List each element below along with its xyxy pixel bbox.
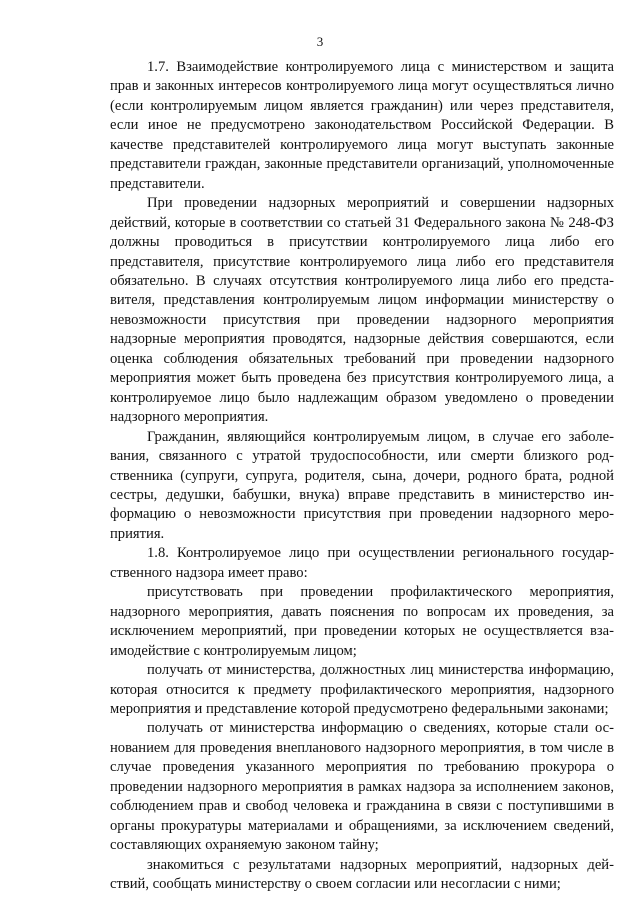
paragraph-right-attend: присутствовать при проведении профилактического мероприятия, надзорного мероприятия, давать пояснения по вопросам их проведения, за исключением мероприятий, при проведении которых не осуществляется взаимодействие с контролируемым лицом; <box>110 584 614 659</box>
paragraph-right-unscheduled-info: получать от министерства информацию о сведениях, которые стали основанием для проведения внепланового надзорного мероприятия, в том числе в случае проведения указанного мероприятия по требованию прокурора о проведении надзорного мероприятия в рамках надзора за исполнением законов, соблюдением прав и свобод человека и гражданина в связи с поступившими в органы прокуратуры материалами и обращениями, за исключением сведений, составляющих охраняемую законом тайну; <box>110 720 614 854</box>
paragraph-1-7-interaction: 1.7. Взаимодействие контролируемого лица с министерством и защита прав и законных интересов контролируемого лица могут осуществляться лично (если контролируемым лицом является гражданин) или через представителя, если иное не предусмотрено законодательством Российской Федерации. В качестве представителей контролируемого лица могут выступать законные представители граждан, законные представители организаций, уполномоченные представители. <box>110 59 614 192</box>
document-body <box>110 58 614 894</box>
paragraph-right-receive-info: получать от министерства, должностных лиц министерства информацию, которая относится к предмету профилактического мероприятия, надзорного мероприятия и представление которой предусмотрено федеральными законами; <box>110 662 614 717</box>
paragraph-presence-required: При проведении надзорных мероприятий и совершении надзорных действий, которые в соответствии со статьей 31 Федерального закона № 248-ФЗ должны проводиться в присутствии контролируемого лица либо его представителя, присутствие контролируемого лица либо его представителя обязательно. В случаях отсутствия контролируемого лица либо его представителя, представления контролируемым лицом информации министерству о невозможности присутствия при проведении надзорного мероприятия надзорные мероприятия проводятся, надзорные действия совершаются, если оценка соблюдения обязательных требований при проведении надзорного мероприятия может быть проведена без присутствия контролируемого лица, а контролируемое лицо было надлежащим образом уведомлено о проведении надзорного мероприятия. <box>110 195 614 426</box>
paragraph-1-8-rights: 1.8. Контролируемое лицо при осуществлении регионального государственного надзора имеет право: <box>110 545 614 581</box>
paragraph-right-review-results: знакомиться с результатами надзорных мероприятий, надзорных действий, сообщать министерству о своем согласии или несогласии с ними; <box>110 856 614 893</box>
page-number: 3 <box>316 34 324 49</box>
paragraph-citizen-illness: Гражданин, являющийся контролируемым лицом, в случае его заболевания, связанного с утратой трудоспособности, или смерти близкого родственника (супруги, супруга, родителя, сына, дочери, родного брата, родной сестры, дедушки, бабушки, внука) вправе представить в министерство информацию о невозможности присутствия при проведении надзорного мероприятия. <box>110 428 614 542</box>
